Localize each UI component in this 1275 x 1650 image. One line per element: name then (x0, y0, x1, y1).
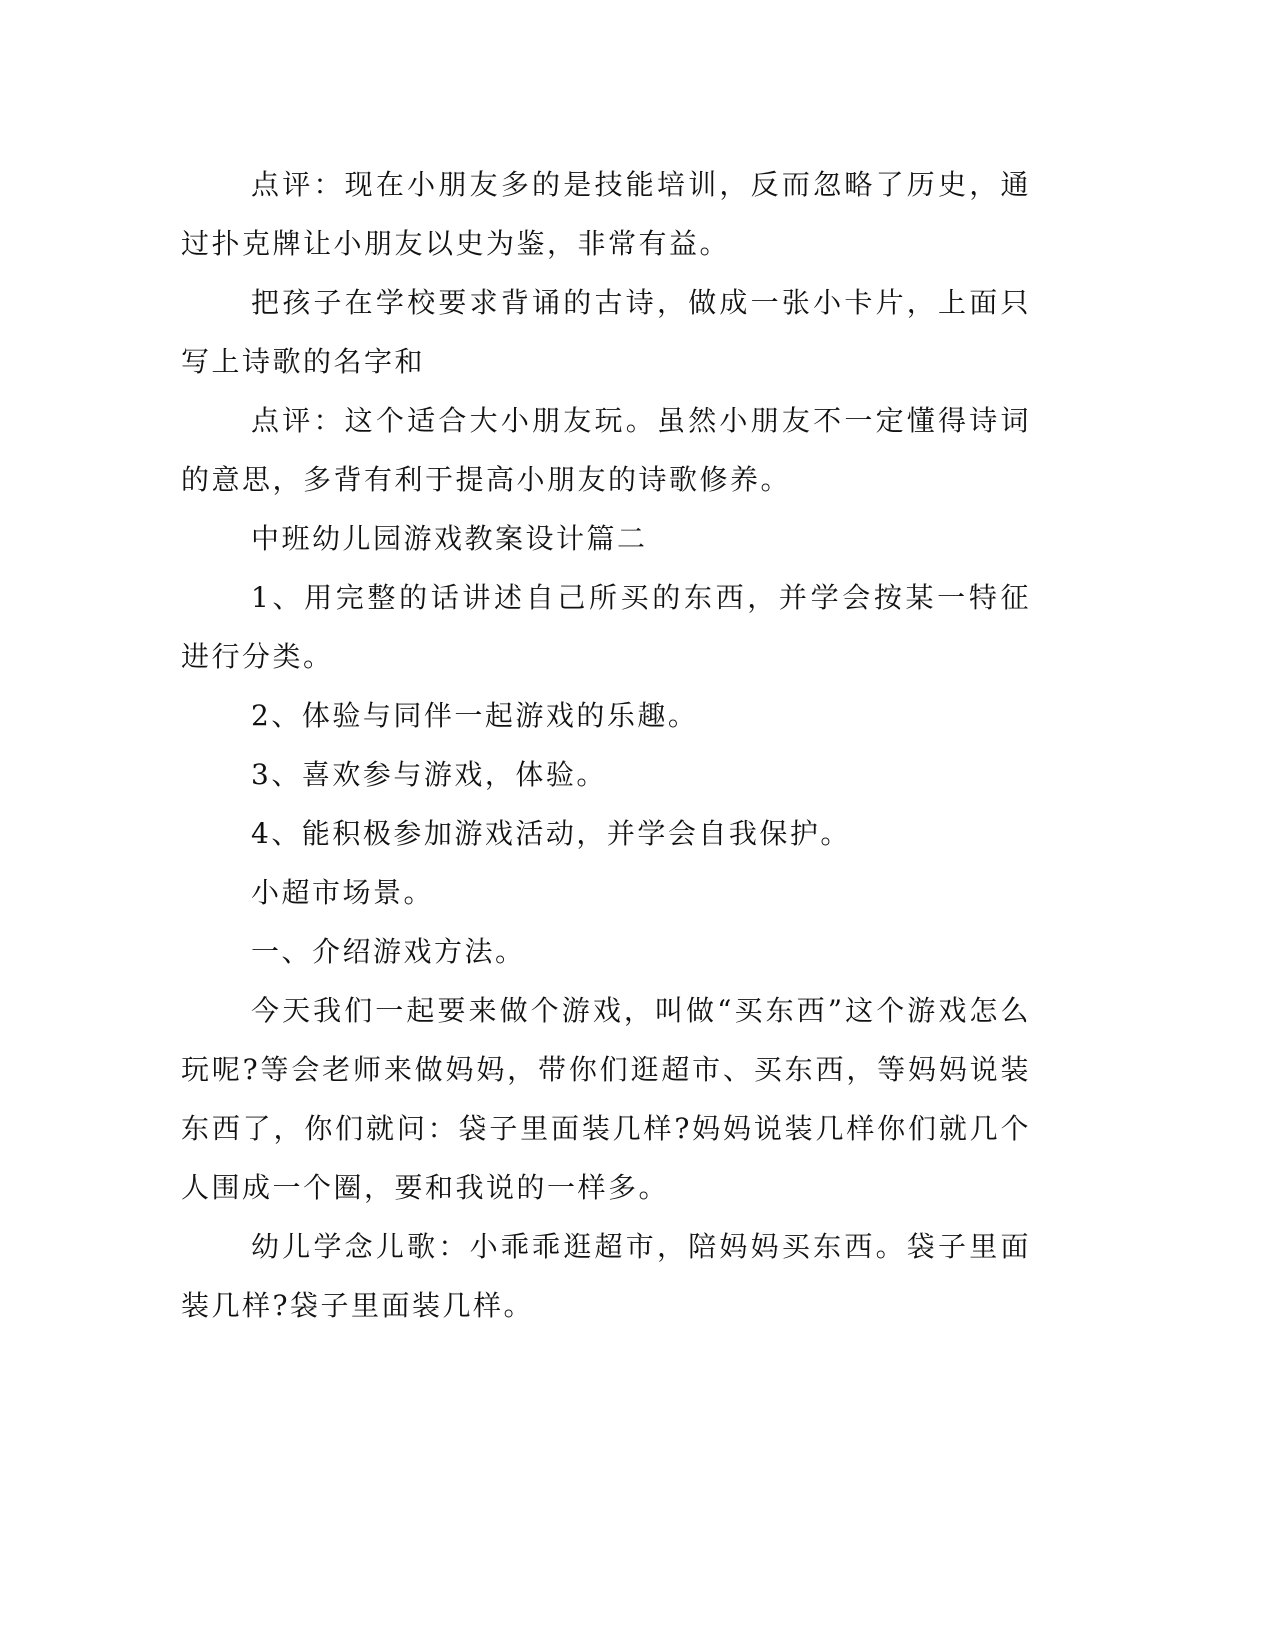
nursery-rhyme-paragraph: 幼儿学念儿歌：小乖乖逛超市，陪妈妈买东西。袋子里面装几样?袋子里面装几样。 (181, 1230, 1031, 1322)
review-paragraph-poker: 点评：现在小朋友多的是技能培训，反而忽略了历史，通过扑克牌让小朋友以史为鉴，非常有益。 (181, 168, 1031, 260)
goal-item-1: 1、用完整的话讲述自己所买的东西，并学会按某一特征进行分类。 (181, 581, 1031, 673)
review-paragraph-poems: 点评：这个适合大小朋友玩。虽然小朋友不一定懂得诗词的意思，多背有利于提高小朋友的诗歌修养。 (181, 404, 1031, 496)
preparation-paragraph: 小超市场景。 (251, 876, 435, 909)
goal-item-2: 2、体验与同伴一起游戏的乐趣。 (251, 699, 699, 732)
poem-card-paragraph: 把孩子在学校要求背诵的古诗，做成一张小卡片，上面只写上诗歌的名字和 (181, 286, 1031, 378)
goal-item-4: 4、能积极参加游戏活动，并学会自我保护。 (251, 817, 851, 850)
section-heading: 中班幼儿园游戏教案设计篇二 (251, 522, 648, 555)
goal-item-3: 3、喜欢参与游戏，体验。 (251, 758, 607, 791)
game-instructions-paragraph: 今天我们一起要来做个游戏，叫做“买东西”这个游戏怎么玩呢?等会老师来做妈妈，带你们逛超市、买东西，等妈妈说装东西了，你们就问：袋子里面装几样?妈妈说装几样你们就几个人围成一个圈，要和我说的一样多。 (181, 994, 1031, 1204)
step-heading-1: 一、介绍游戏方法。 (251, 935, 526, 968)
document-body (181, 155, 1031, 1335)
